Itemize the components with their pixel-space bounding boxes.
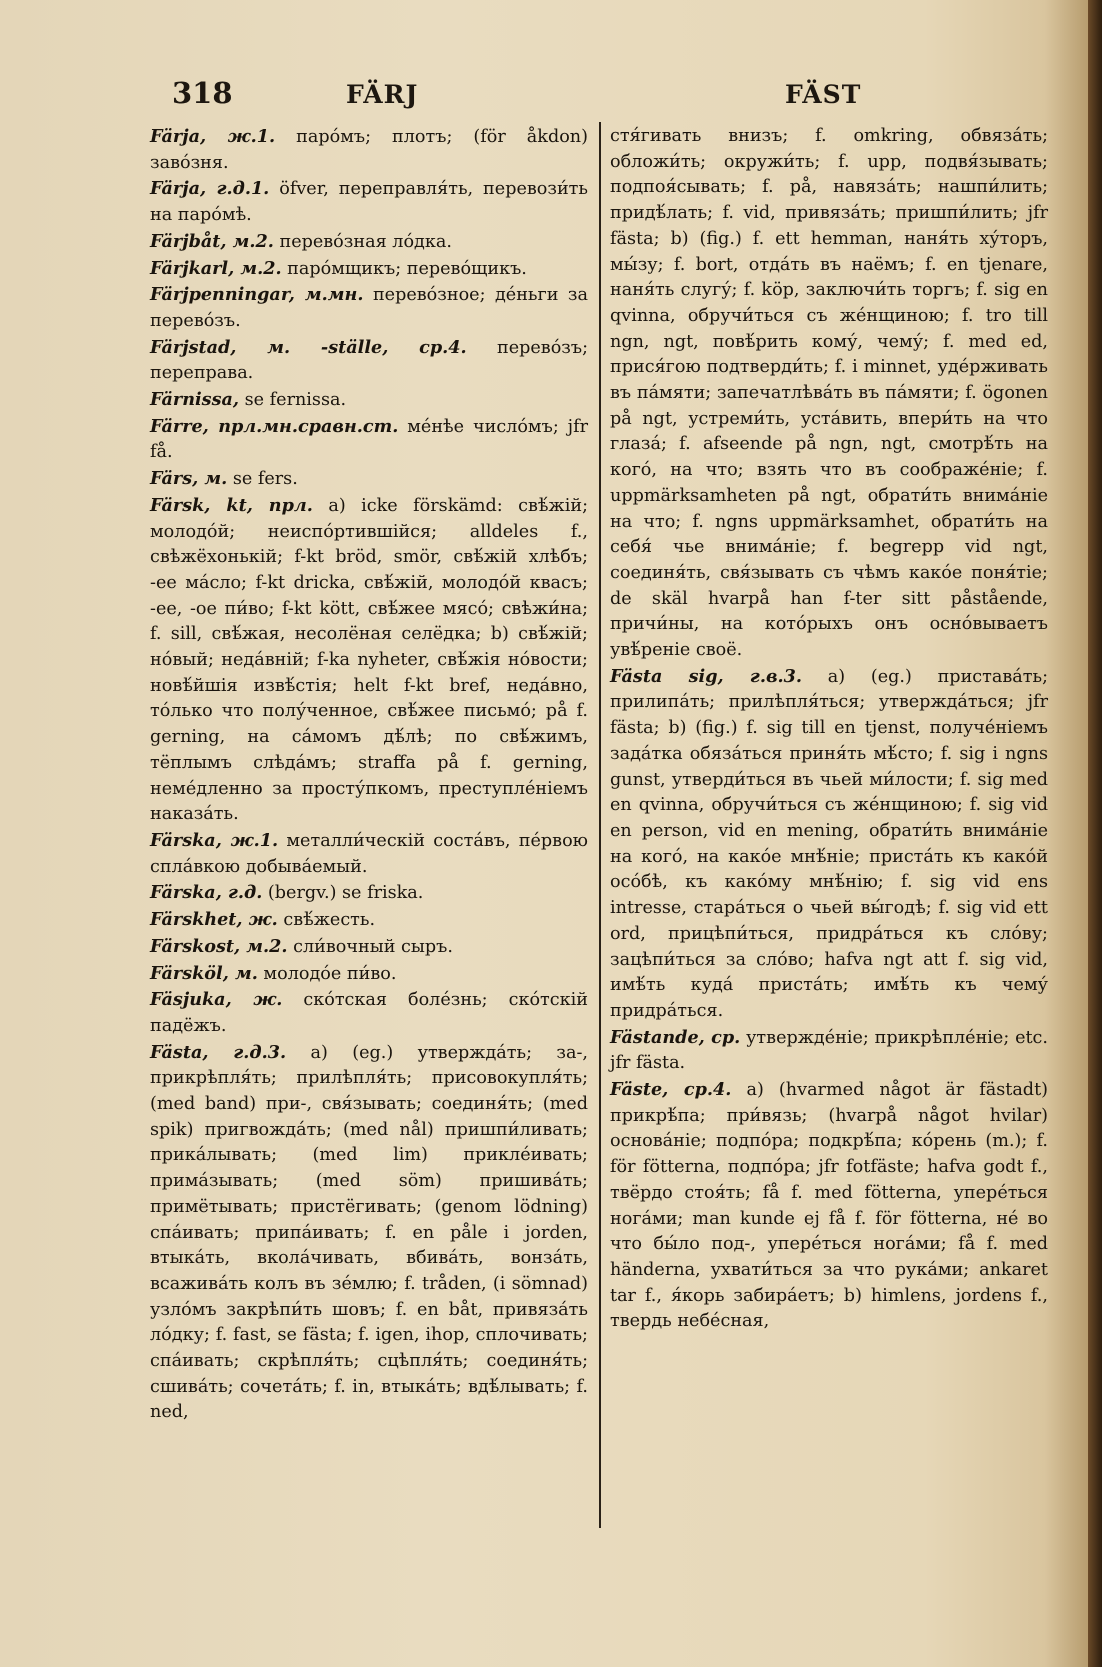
headword: Färjbåt, м.2. xyxy=(150,230,274,252)
dictionary-entry xyxy=(150,934,588,961)
headword: Fäste, ср.4. xyxy=(610,1079,732,1101)
entry-definition: паро́мщикъ; перево́щикъ. xyxy=(287,258,527,279)
entry-definition: a) (eg.) утвержда́ть; за-, прикрѣпля́ть; прилѣпля́ть; присовокупля́ть; (med band) при-, свя́зывать; соединя́ть; (med spik) пригвожда́ть; (med nål) пришпи́ливать; прика́лывать; (med lim) приклéивать; прима́зывать; (med söm) пришива́ть; примётывать; пристёгивать; (genom lödning) спа́ивать; припа́ивать; f. en påle i jorden, втыка́ть, вкола́чивать, вбива́ть, вонза́ть, всажива́ть колъ въ зе́млю; f. tråden, (i sömnad) узло́мъ закрѣпи́ть шовъ; f. en båt, привяза́ть ло́дку; f. fast, se fästa; f. igen, ihop, сплочивать; спа́ивать; скрѣпля́ть; сцѣпля́ть; соединя́ть; сшива́ть; сочета́ть; f. in, втыка́ть; вдѣ́лывать; f. ned, xyxy=(150,1042,588,1423)
entry-definition: se fers. xyxy=(232,469,298,490)
headword: Fästa sig, г.в.3. xyxy=(610,665,802,687)
entry-definition: металли́ческій соста́въ, пе́рвою спла́вкою добыва́емый. xyxy=(150,830,588,877)
dictionary-entry xyxy=(150,961,588,988)
headword: Färskhet, ж. xyxy=(150,909,278,931)
headword: Färja, ж.1. xyxy=(150,126,276,147)
headword: Fästande, ср. xyxy=(610,1026,741,1048)
entry-definition: молодо́е пи́во. xyxy=(263,963,397,984)
dictionary-entry xyxy=(150,256,588,283)
headword: Färjkarl, м.2. xyxy=(150,257,282,279)
entry-definition: перево́зная ло́дка. xyxy=(279,231,452,252)
dictionary-entry xyxy=(610,1025,1048,1077)
headword: Färska, г.д. xyxy=(150,882,263,904)
headword: Färsk, kt, прл. xyxy=(150,494,313,516)
headword: Fäsjuka, ж. xyxy=(150,989,283,1011)
dictionary-entry xyxy=(150,828,588,880)
entry-definition: перево́зъ; переправа. xyxy=(150,337,589,384)
dictionary-entry xyxy=(150,987,588,1039)
headword: Färnissa, xyxy=(150,389,240,411)
dictionary-entry xyxy=(150,414,588,466)
headword: Färska, ж.1. xyxy=(150,829,279,851)
entry-definition: a) icke förskämd: свѣ́жій; молодо́й; неиспо́ртившійся; alldeles f., свѣжёхонькій; f-kt bröd, smör, свѣ́жій хлѣбъ; -ее ма́сло; f-kt dricka, свѣ́жій, молодо́й квасъ; -ее, -ое пи́во; f-kt kött, свѣ́жее мясо́; свѣжи́на; f. sill, свѣ́жая, несолёная селёдка; b) свѣ́жій; но́вый; неда́вній; f-ka nyheter, свѣ́жія но́вости; новѣ́йшія извѣ́стія; helt f-kt bref, неда́вно, то́лько что полу́ченное, свѣ́жее письмо́; på f. gerning, на са́момъ дѣ́лѣ; по свѣ́жимъ, тёплымъ слѣда́мъ; straffa på f. gerning, неме́дленно за просту́пкомъ, преступле́ніемъ наказа́ть. xyxy=(150,495,588,825)
dictionary-entry xyxy=(150,466,588,493)
entry-definition: ме́нѣе число́мъ; jfr få. xyxy=(150,416,588,463)
entry-definition: (bergv.) se friska. xyxy=(267,883,424,904)
entry-definition: сли́вочный сыръ. xyxy=(293,936,453,957)
left-guide-word: FÄRJ xyxy=(346,80,419,109)
entry-definition: ско́тская боле́знь; ско́тскій падёжъ. xyxy=(150,990,588,1036)
left-column xyxy=(150,124,588,1426)
right-guide-word: FÄST xyxy=(785,80,862,109)
book-binding-edge xyxy=(1088,0,1102,1667)
headword: Färjpenningar, м.мн. xyxy=(150,284,364,306)
entry-definition: паро́мъ; плотъ; (för åkdon) заво́зня. xyxy=(150,127,588,173)
entry-definition: se fernissa. xyxy=(244,390,347,411)
entry-definition: перево́зное; де́ньги за перево́зъ. xyxy=(150,285,589,331)
headword: Fästa, г.д.3. xyxy=(150,1041,287,1063)
dictionary-entry xyxy=(150,124,588,176)
dictionary-entry xyxy=(150,1040,588,1427)
dictionary-entry xyxy=(610,664,1048,1025)
right-column xyxy=(610,124,1048,1335)
headword: Färja, г.д.1. xyxy=(150,178,270,200)
dictionary-entry xyxy=(150,880,588,907)
dictionary-entry xyxy=(610,1077,1048,1335)
headword: Färs, м. xyxy=(150,468,228,490)
page-header xyxy=(0,72,1088,112)
headword: Färre, прл.мн.сравн.ст. xyxy=(150,415,399,437)
dictionary-entry xyxy=(150,387,588,414)
column-divider xyxy=(599,122,601,1528)
dictionary-entry xyxy=(150,282,588,334)
dictionary-entry xyxy=(150,907,588,934)
entry-definition: a) (eg.) пристава́ть; прилипа́ть; прилѣпля́ться; утвержда́ться; jfr fästa; b) (fig.) f. sig till en tjenst, получе́ніемъ зада́тка обяза́ться приня́ть мѣ́сто; f. sig i ngns gunst, утверди́ться въ чьей ми́лости; f. sig med en qvinna, обручи́ться съ же́нщиною; f. sig vid en person, vid en mening, обрати́ть внима́ніе на кого́, на како́е мнѣ́ніе; приста́ть къ како́й осо́бѣ, къ како́му мнѣ́нію; f. sig vid ens intresse, стара́ться о чьей вы́годѣ; f. sig vid ett ord, прицѣпи́ться, придра́ться къ сло́ву; зацѣпи́ться за сло́во; hafva ngt att f. sig vid, имѣ́ть куда́ приста́ть; имѣ́ть къ чему́ придра́ться. xyxy=(610,666,1049,1021)
dictionary-entry xyxy=(610,124,1048,664)
entry-definition: утвержде́ніе; прикрѣпле́ніе; etc. jfr fästa. xyxy=(610,1027,1048,1074)
entry-definition: свѣ́жесть. xyxy=(283,910,376,931)
entry-definition: a) (hvarmed något är fästadt) прикрѣ́па; при́вязь; (hvarpå något hvilar) основа́ніе; подпо́ра; подкрѣ́па; ко́рень (m.); f. för fötterna, подпо́ра; jfr fotfäste; hafva godt f., твёрдо стоя́ть; få f. med fötterna, упере́ться нога́ми; man kunde ej få f. för fötterna, не́ во что бы́ло под-, упере́ться нога́ми; få f. med händerna, ухвати́ться за что рука́ми; ankaret tar f., я́корь забира́етъ; b) himlens, jordens f., твердь небе́сная, xyxy=(610,1080,1049,1332)
dictionary-entry xyxy=(150,335,588,387)
page-number: 318 xyxy=(172,76,233,110)
headword: Färjstad, м. -ställe, ср.4. xyxy=(150,336,467,358)
dictionary-entry xyxy=(150,176,588,228)
headword: Färsköl, м. xyxy=(150,962,258,984)
headword: Färskost, м.2. xyxy=(150,935,288,957)
dictionary-entry xyxy=(150,229,588,256)
dictionary-entry xyxy=(150,493,588,828)
entry-definition: öfver, переправля́ть, перевози́ть на паро́мѣ. xyxy=(150,179,588,226)
entry-definition: стя́гивать внизъ; f. omkring, обвяза́ть; обложи́ть; окружи́ть; f. upp, подвя́зывать; подпоя́сывать; f. på, навяза́ть; нашпи́лить; придѣ́лать; f. vid, привяза́ть; пришпи́лить; jfr fästa; b) (fig.) f. ett hemman, наня́ть ху́торъ, мы́зу; f. bort, отда́ть въ наёмъ; f. en tjenare, наня́ть слугу́; f. köp, заключи́ть торгъ; f. sig en qvinna, обручи́ться съ же́нщиною; f. tro till ngn, ngt, повѣ́рить кому́, чему́; f. med ed, прися́гою подтверди́ть; f. i minnet, удéрживать въ па́мяти; запечатлѣва́ть въ па́мяти; f. ögonen på ngt, устреми́ть, уста́вить, впери́ть на что глаза́; f. afseende på ngn, ngt, смотрѣ́ть на кого́, на что; взять что въ соображе́ніе; f. uppmärksamheten på ngt, обрати́ть внима́ніе на что; f. ngns uppmärksamhet, обрати́ть на себя́ чье внима́ніе; f. begrepp vid ngt, соединя́ть, свя́зывать съ чѣмъ како́е поня́тіе; de skäl hvarpå han f-ter sitt påstående, причи́ны, на кото́рыхъ онъ осно́вываетъ увѣ́реніе своё. xyxy=(610,126,1048,661)
